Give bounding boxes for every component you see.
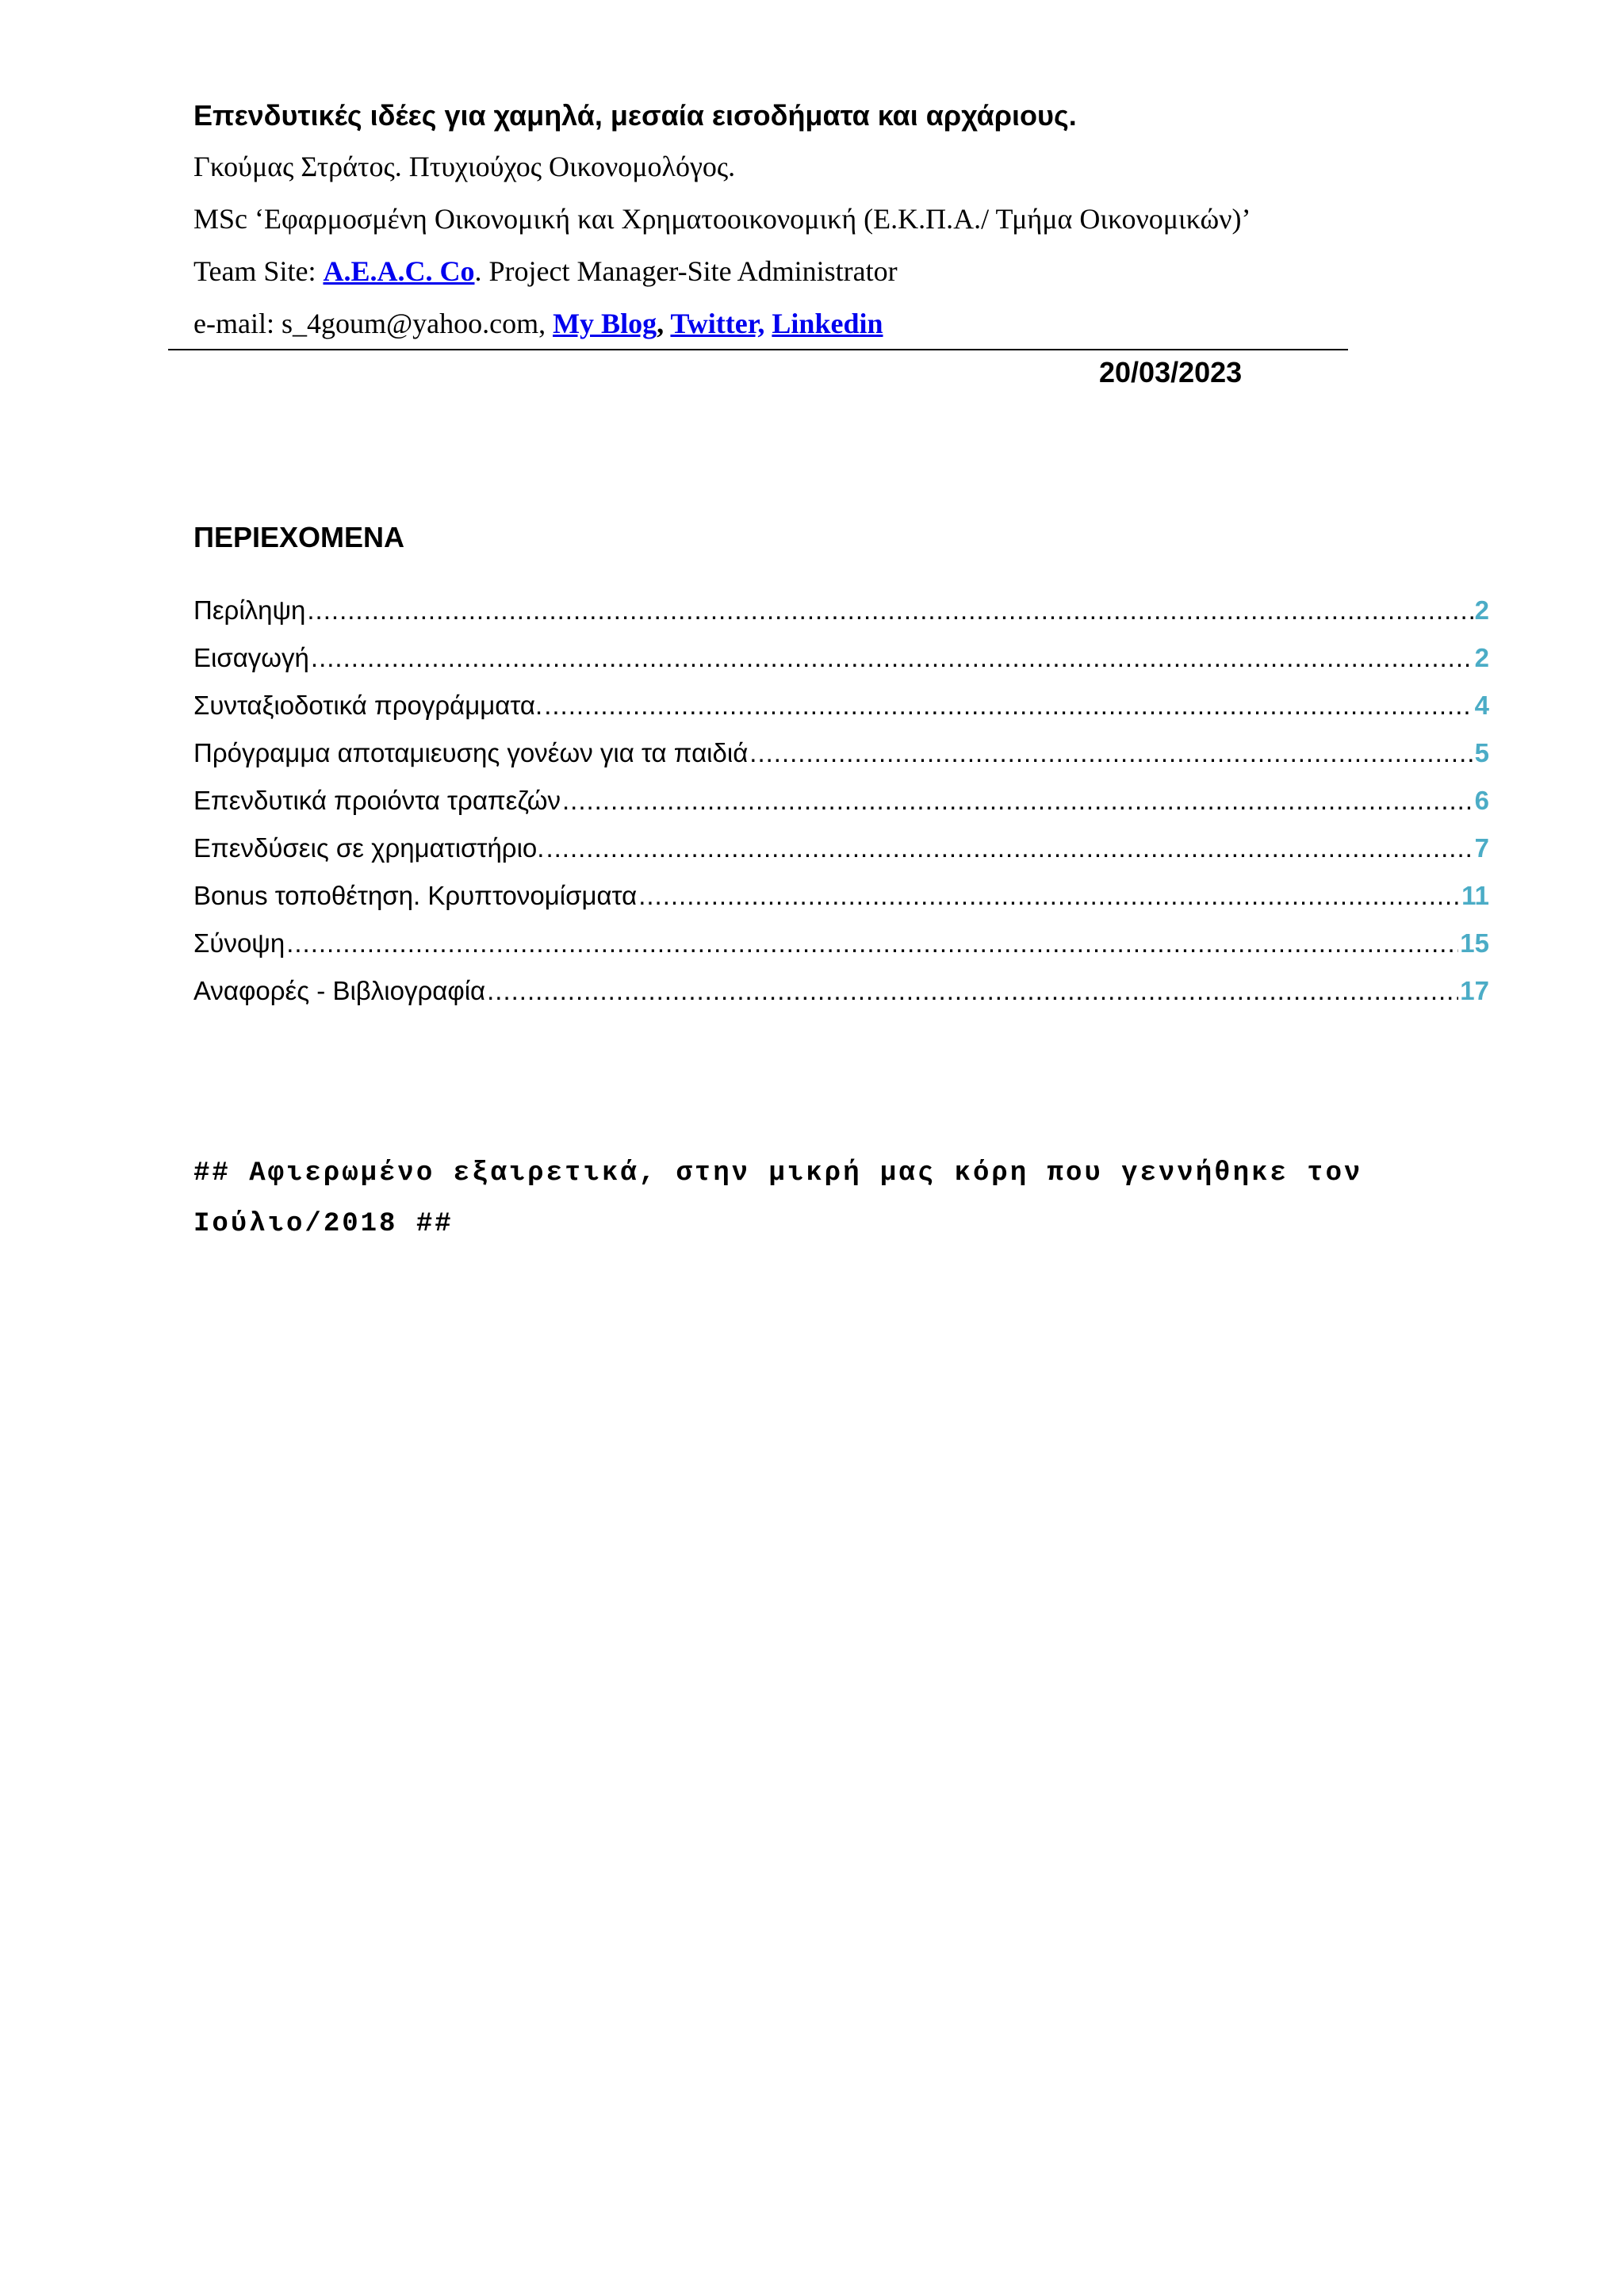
team-site-prefix: Team Site: xyxy=(193,255,324,287)
toc-dot-leader xyxy=(307,590,1473,631)
toc-entry-label: Αναφορές - Βιβλιογραφία xyxy=(193,976,486,1005)
email-text: e-mail: s_4goum@yahoo.com, xyxy=(193,308,553,339)
toc-page-number: 2 xyxy=(1474,595,1489,625)
toc-dot-leader xyxy=(544,685,1473,726)
toc-dot-leader xyxy=(562,780,1473,821)
toc-entry-label: Bonus τοποθέτηση. Κρυπτονομίσματα xyxy=(193,881,638,910)
toc-entry[interactable] xyxy=(193,828,1489,875)
toc-dot-leader xyxy=(286,923,1458,964)
link-separator: , xyxy=(657,308,671,339)
toc-entry-label: Επενδύσεις σε χρηματιστήριο. xyxy=(193,833,545,863)
dedication-text xyxy=(193,1148,1383,1249)
dedication-line: Ιούλιο/2018 ## xyxy=(193,1209,454,1239)
toc-entry[interactable] xyxy=(193,637,1489,685)
toc-entry[interactable] xyxy=(193,875,1489,923)
toc-dot-leader xyxy=(546,828,1473,869)
toc-entry-label: Επενδυτικά προιόντα τραπεζών xyxy=(193,786,561,815)
toc-page-number: 11 xyxy=(1461,881,1489,910)
toc-entry[interactable] xyxy=(193,685,1489,733)
toc-dot-leader xyxy=(638,875,1460,916)
toc-entry[interactable] xyxy=(193,923,1489,970)
linkedin-link[interactable]: Linkedin xyxy=(772,308,883,339)
document-date: 20/03/2023 xyxy=(1099,356,1243,388)
toc-page-number: 15 xyxy=(1460,928,1489,958)
toc-dot-leader xyxy=(311,637,1473,679)
toc-page-number: 17 xyxy=(1460,976,1489,1005)
toc-entry[interactable] xyxy=(193,733,1489,780)
author-line: Γκούμας Στράτος. Πτυχιούχος Οικονομολόγος. xyxy=(193,151,736,182)
toc-heading: ΠΕΡΙΕΧΟΜΕΝΑ xyxy=(193,521,405,553)
toc-dot-leader xyxy=(487,970,1458,1012)
toc-entry-label: Συνταξιοδοτικά προγράμματα. xyxy=(193,691,543,720)
document-title: Επενδυτικές ιδέες για χαμηλά, μεσαία εισοδήματα και αρχάριους. xyxy=(193,99,1077,132)
team-site-link[interactable]: A.E.A.C. Co xyxy=(323,255,475,287)
team-site-suffix: . Project Manager-Site Administrator xyxy=(474,255,898,287)
toc-page-number: 4 xyxy=(1474,691,1489,720)
toc-entry-label: Πρόγραμμα αποταμιευσης γονέων για τα παιδιά xyxy=(193,738,749,767)
contact-line xyxy=(193,301,883,346)
twitter-link[interactable]: Twitter, xyxy=(670,308,765,339)
toc-page-number: 6 xyxy=(1474,786,1489,815)
table-of-contents xyxy=(193,590,1489,1018)
header-divider xyxy=(168,349,1348,350)
toc-page-number: 7 xyxy=(1474,833,1489,863)
toc-page-number: 2 xyxy=(1474,643,1489,672)
toc-dot-leader xyxy=(749,733,1473,774)
dedication-line: ## Αφιερωμένο εξαιρετικά, στην μικρή μας κόρη που γεννήθηκε τον xyxy=(193,1158,1363,1188)
toc-entry[interactable] xyxy=(193,590,1489,637)
toc-entry[interactable] xyxy=(193,970,1489,1018)
toc-entry[interactable] xyxy=(193,780,1489,828)
toc-entry-label: Εισαγωγή xyxy=(193,643,309,672)
blog-link[interactable]: My Blog xyxy=(553,308,657,339)
team-site-line xyxy=(193,249,898,293)
toc-page-number: 5 xyxy=(1474,738,1489,767)
toc-entry-label: Σύνοψη xyxy=(193,928,285,958)
toc-entry-label: Περίληψη xyxy=(193,595,306,625)
degree-line: MSc ‘Εφαρμοσμένη Οικονομική και Χρηματοοικονομική (Ε.Κ.Π.Α./ Τμήμα Οικονομικών)’ xyxy=(193,203,1251,235)
